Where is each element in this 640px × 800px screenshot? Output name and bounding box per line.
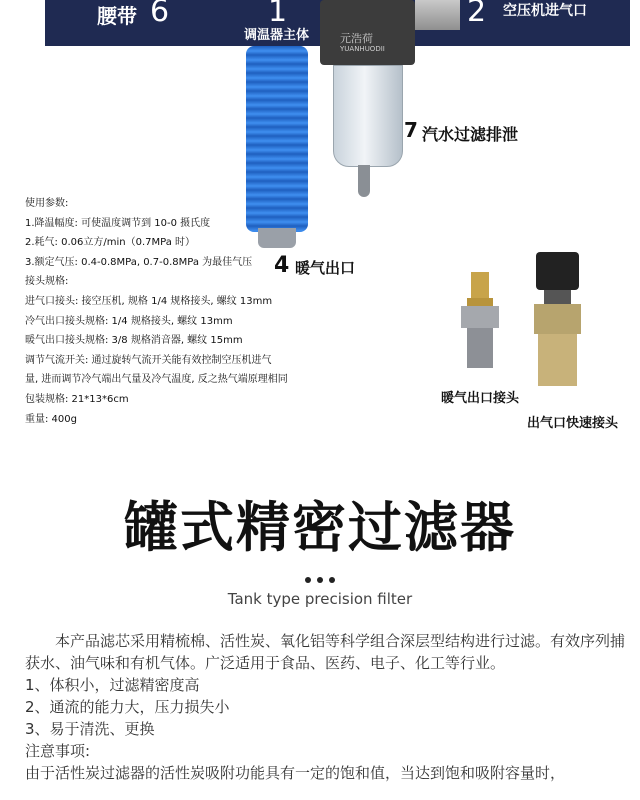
section-title: 罐式精密过滤器 (124, 496, 516, 559)
feature-item: 2、通流的能力大，压力损失小 (25, 698, 230, 716)
warm-outlet-number: 4 (274, 253, 290, 278)
belt-number: 6 (150, 0, 170, 29)
belt-label: 腰带 (97, 4, 137, 28)
quick-connector-label: 出气口快速接头 (527, 416, 619, 431)
feature-item: 1、体积小，过滤精密度高 (25, 676, 200, 694)
main-body-label: 调温器主体 (244, 28, 310, 43)
main-body-number: 1 (268, 0, 288, 29)
dot (329, 577, 335, 583)
section-subtitle: Tank type precision filter (227, 590, 413, 608)
spec-line: 暖气出口接头规格: 3/8 规格消音器, 螺纹 15mm (25, 335, 243, 347)
inlet-label: 空压机进气口 (503, 3, 587, 19)
quick-connector-image (530, 250, 585, 390)
spec-line: 2.耗气: 0.06立方/min（0.7MPa 时） (25, 237, 195, 249)
spec-line: 1.降温幅度: 可使温度调节到 10-0 摄氏度 (25, 217, 211, 229)
drain-number: 7 (404, 118, 418, 142)
spec-line: 3.额定气压: 0.4-0.8MPa, 0.7-0.8MPa 为最佳气压 (25, 256, 253, 268)
dot (305, 577, 311, 583)
divider-dots (0, 568, 640, 587)
spec-line: 进气口接头: 接空压机, 规格 1/4 规格接头, 螺纹 13mm (25, 295, 273, 307)
spec-line: 重量: 400g (25, 413, 77, 425)
inlet-fitting (415, 0, 460, 30)
notes-title: 注意事项: (25, 742, 91, 760)
notes-text: 由于活性炭过滤器的活性炭吸附功能具有一定的饱和值，当达到饱和吸附容量时， (25, 764, 566, 782)
brand-logo: 元浩荷 (340, 32, 373, 45)
drain-valve (358, 165, 370, 197)
feature-item: 3、易于清洗、更换 (25, 720, 155, 738)
description (25, 630, 625, 784)
inlet-number: 2 (467, 0, 487, 29)
warm-outlet-label: 暖气出口 (295, 259, 356, 277)
spec-line: 接头规格: (25, 276, 69, 288)
warm-outlet-connector-image (455, 270, 505, 370)
dot (317, 577, 323, 583)
spec-line: 使用参数: (25, 198, 69, 209)
drain-label: 汽水过滤排泄 (422, 125, 519, 144)
filter-bowl (333, 65, 403, 167)
spec-line: 冷气出口接头规格: 1/4 规格接头, 螺纹 13mm (25, 315, 233, 327)
intro-paragraph: 本产品滤芯采用精梳棉、活性炭、氧化铝等科学组合深层型结构进行过滤。有效序列捕获水、油气味和有机气体。广泛适用于食品、医药、电子、化工等行业。 (25, 632, 626, 672)
brand-logo-en: YUANHUODII (340, 45, 385, 53)
spec-line: 调节气流开关: 通过旋转气流开关能有效控制空压机进气 (25, 354, 272, 366)
spec-list (25, 194, 315, 429)
warm-connector-label: 暖气出口接头 (441, 391, 520, 406)
spec-line: 包装规格: 21*13*6cm (25, 393, 129, 405)
spec-line: 量, 进而调节冷气端出气量及冷气温度, 反之热气端原理相同 (25, 374, 288, 386)
